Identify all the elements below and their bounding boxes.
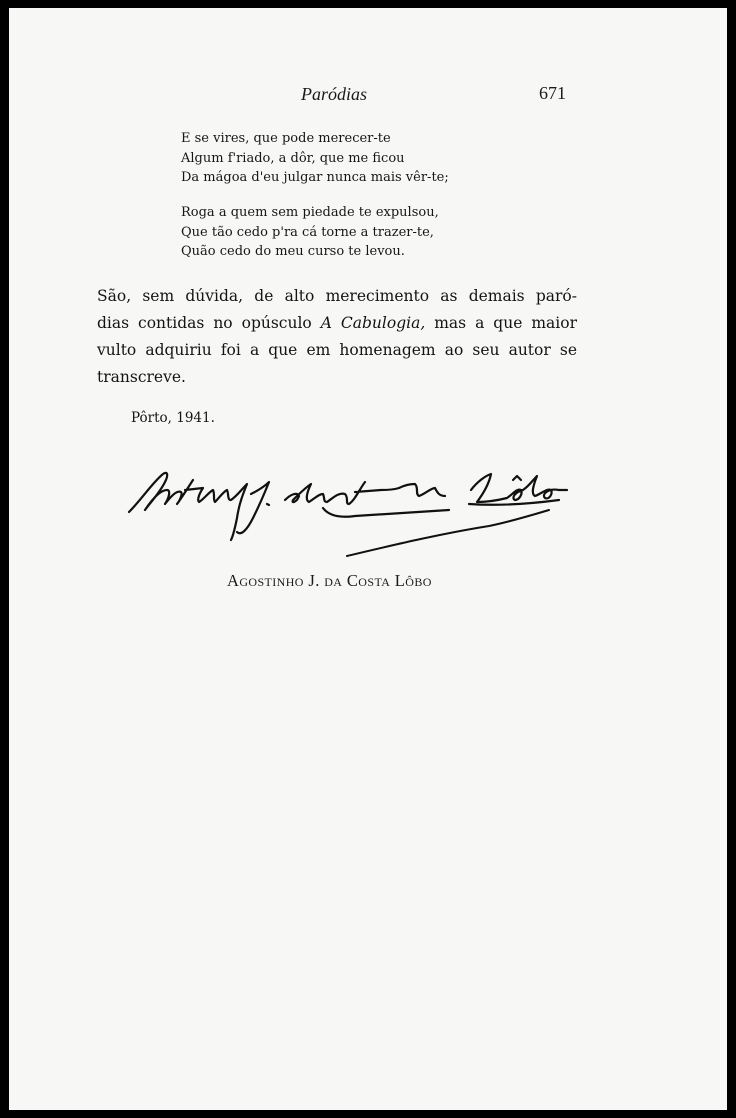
verse-line: Roga a quem sem piedade te expulsou, — [181, 205, 439, 220]
paragraph-line: vulto adquiriu foi a que em homenagem ao seu autor se — [97, 341, 577, 359]
running-header-title: Paródias — [301, 84, 368, 104]
page-number: 671 — [539, 83, 566, 103]
poem-stanza-1 — [181, 129, 449, 188]
handwritten-signature — [119, 460, 579, 570]
paragraph-line — [97, 310, 577, 337]
verse-line: Quão cedo do meu curso te levou. — [181, 244, 405, 259]
paragraph-text: mas a que maior — [425, 314, 577, 332]
poem-stanza-2 — [181, 203, 439, 262]
document-page — [9, 8, 727, 1110]
verse-line: Da mágoa d'eu julgar nunca mais vêr-te; — [181, 170, 449, 185]
paragraph-text: dias contidas no opúsculo — [97, 314, 321, 332]
book-title: A Cabulogia, — [320, 314, 426, 332]
author-name: Agostinho J. da Costa Lôbo — [227, 571, 432, 590]
place-date: Pôrto, 1941. — [131, 410, 215, 426]
body-paragraph — [97, 283, 577, 391]
verse-line: E se vires, que pode merecer-te — [181, 131, 391, 146]
verse-line: Que tão cedo p'ra cá torne a trazer-te, — [181, 224, 434, 240]
paragraph-line: transcreve. — [97, 368, 186, 386]
paragraph-line: São, sem dúvida, de alto merecimento as demais paró- — [97, 287, 577, 305]
verse-line: Algum f'riado, a dôr, que me ficou — [181, 150, 405, 166]
